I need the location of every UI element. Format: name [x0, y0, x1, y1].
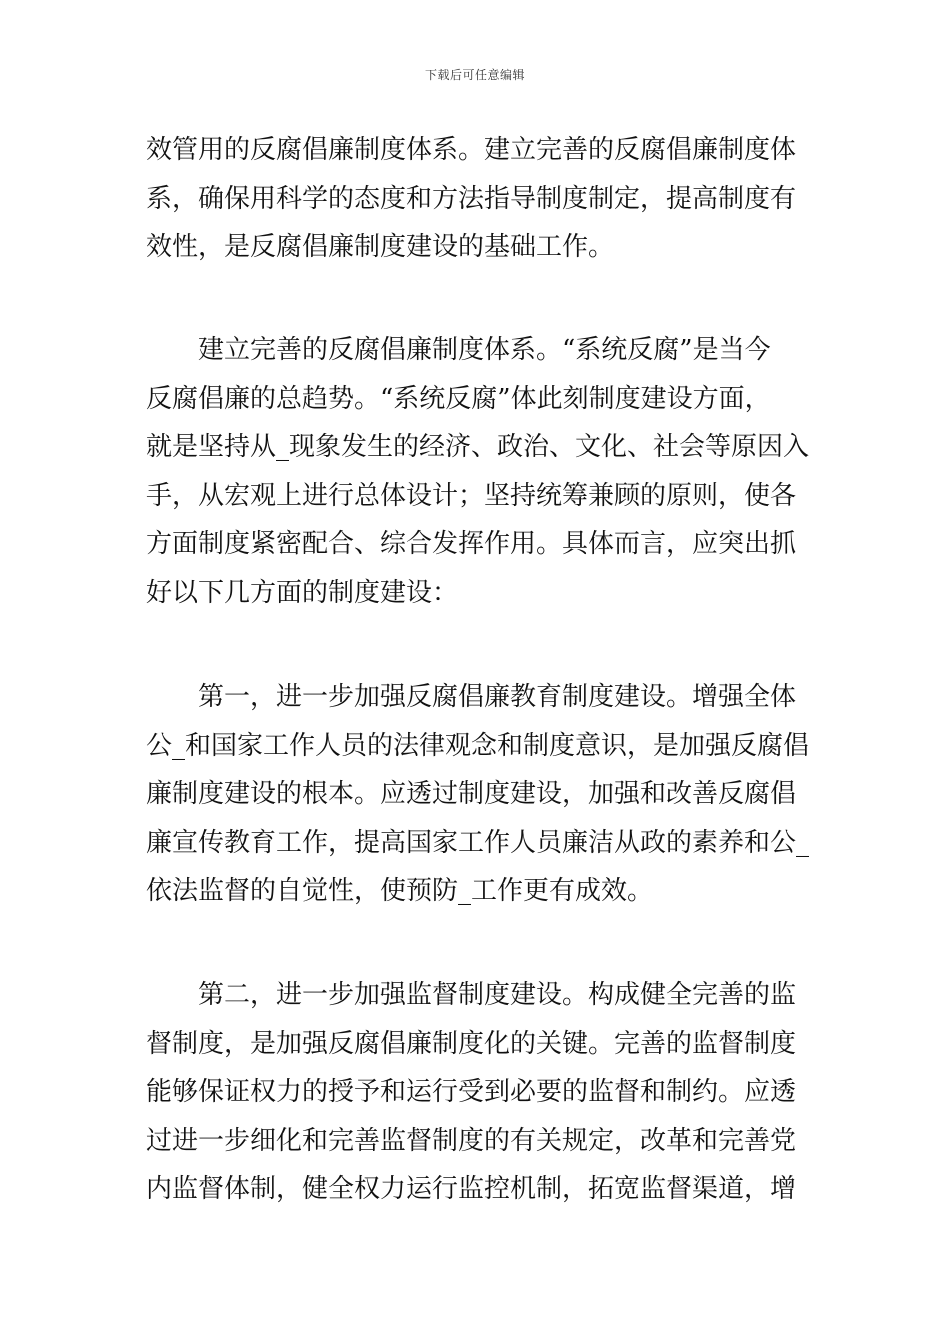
paragraph-system-anticorruption [146, 326, 810, 618]
paragraph-text: 第二，进一步加强监督制度建设。构成健全完善的监 督制度，是加强反腐倡廉制度化的关键。完善的监督制度 能够保证权力的授予和运行受到必要的监督和制约。应透 过进一步细化和完善监督制度的有关规定，改革和完善党 内监督体制，健全权力运行监控机制，拓宽监督渠道，增 [146, 980, 797, 1205]
paragraph-continuation [146, 126, 810, 272]
paragraph-text: 建立完善的反腐倡廉制度体系。“系统反腐”是当今 反腐倡廉的总趋势。“系统反腐”体此刻制度建设方面， 就是坚持从_现象发生的经济、政治、文化、社会等原因入 手，从宏观上进行总体设计；坚持统筹兼顾的原则，使各 方面制度紧密配合、综合发挥作用。具体而言，应突出抓 好以下几方面的制度建设： [146, 335, 810, 608]
paragraph-first-education [146, 673, 810, 916]
header-note: 下载后可任意编辑 [424, 68, 525, 82]
paragraph-second-supervision [146, 971, 810, 1214]
paragraph-text: 效管用的反腐倡廉制度体系。建立完善的反腐倡廉制度体 系，确保用科学的态度和方法指导制度制定，提高制度有 效性，是反腐倡廉制度建设的基础工作。 [146, 135, 797, 263]
paragraph-text: 第一，进一步加强反腐倡廉教育制度建设。增强全体 公_和国家工作人员的法律观念和制度意识，是加强反腐倡 廉制度建设的根本。应透过制度建设，加强和改善反腐倡 廉宣传教育工作，提高国家工作人员廉洁从政的素养和公_ 依法监督的自觉性，使预防_工作更有成效。 [146, 682, 810, 907]
